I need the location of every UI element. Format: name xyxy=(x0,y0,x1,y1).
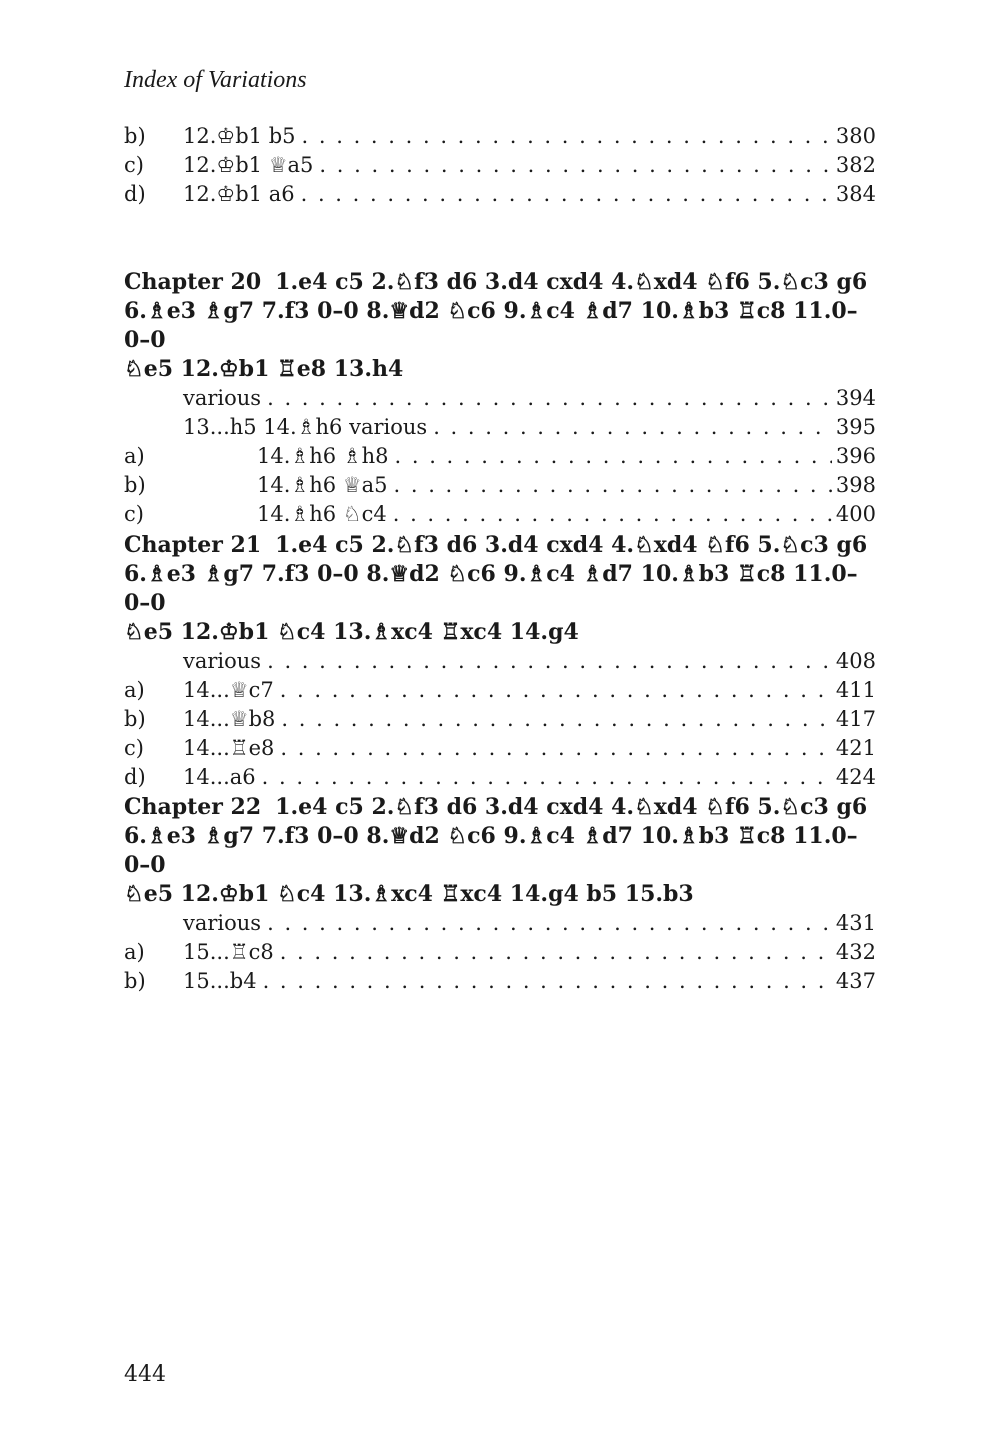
chapter-heading xyxy=(124,268,876,384)
chapter-21-section xyxy=(124,531,876,792)
variation-entry xyxy=(124,676,876,705)
chapter-moves: 1.e4 c5 2.♘f3 d6 3.d4 cxd4 4.♘xd4 ♘f6 5.♘c3 g6 xyxy=(275,532,868,558)
variation-move: various xyxy=(183,386,262,410)
chapter-moves: 1.e4 c5 2.♘f3 d6 3.d4 cxd4 4.♘xd4 ♘f6 5.♘c3 g6 xyxy=(275,794,868,820)
variation-letter: b) xyxy=(124,473,146,497)
leader-dots xyxy=(262,763,832,792)
page-reference: 400 xyxy=(835,502,876,526)
page-reference: 417 xyxy=(835,707,876,731)
variation-move: 14...a6 xyxy=(183,765,256,789)
page-reference: 411 xyxy=(835,678,876,702)
leader-dots xyxy=(433,413,832,442)
variation-entry xyxy=(124,967,876,996)
chapter-heading xyxy=(124,531,876,647)
leader-dots xyxy=(267,384,832,413)
variation-entry xyxy=(124,647,876,676)
variation-letter: a) xyxy=(124,940,145,964)
page-reference: 395 xyxy=(835,415,876,439)
leader-dots xyxy=(394,471,832,500)
page-reference: 384 xyxy=(835,182,876,206)
variation-move: 15...b4 xyxy=(183,969,257,993)
page-reference: 421 xyxy=(835,736,876,760)
variation-entry xyxy=(124,734,876,763)
variation-letter: d) xyxy=(124,182,146,206)
chapter-20-section xyxy=(124,268,876,529)
leader-dots xyxy=(302,122,832,151)
page-reference: 396 xyxy=(835,444,876,468)
running-header: Index of Variations xyxy=(124,67,307,93)
variation-move: 14.♗h6 ♗h8 xyxy=(257,444,389,468)
variation-move: 15...♖c8 xyxy=(183,940,274,964)
variation-move: 14.♗h6 ♘c4 xyxy=(257,502,387,526)
page-reference: 431 xyxy=(835,911,876,935)
variation-move: 12.♔b1 a6 xyxy=(183,182,295,206)
variation-entry xyxy=(124,909,876,938)
leader-dots xyxy=(281,705,832,734)
variation-entry xyxy=(124,442,876,471)
page-number: 444 xyxy=(124,1362,166,1387)
chapter-heading-line xyxy=(124,531,876,560)
page-reference: 408 xyxy=(835,649,876,673)
variation-entry xyxy=(124,384,876,413)
chapter-label: Chapter 22 xyxy=(124,794,262,820)
chapter-heading-line xyxy=(124,268,876,297)
chapter-heading-line: ♘e5 12.♔b1 ♖e8 13.h4 xyxy=(124,356,404,382)
chapter-heading-line: ♘e5 12.♔b1 ♘c4 13.♗xc4 ♖xc4 14.g4 b5 15.b3 xyxy=(124,881,694,907)
page-reference: 380 xyxy=(835,124,876,148)
variation-entry xyxy=(124,938,876,967)
chapter-heading-line: ♘e5 12.♔b1 ♘c4 13.♗xc4 ♖xc4 14.g4 xyxy=(124,619,579,645)
chapter-heading xyxy=(124,793,876,909)
variation-letter: b) xyxy=(124,969,146,993)
variation-letter: a) xyxy=(124,678,145,702)
leader-dots xyxy=(267,909,832,938)
variation-move: 14...♕c7 xyxy=(183,678,274,702)
variation-entry xyxy=(124,413,876,442)
variation-letter: c) xyxy=(124,502,144,526)
page-reference: 382 xyxy=(835,153,876,177)
chapter-label: Chapter 21 xyxy=(124,532,262,558)
variation-move: various xyxy=(183,911,262,935)
leader-dots xyxy=(301,180,832,209)
variation-entry xyxy=(124,151,876,180)
leader-dots xyxy=(280,676,832,705)
chapter-heading-line: 6.♗e3 ♗g7 7.f3 0–0 8.♕d2 ♘c6 9.♗c4 ♗d7 10.♗b3 ♖c8 11.0–0–0 xyxy=(124,298,858,353)
chapter-heading-line xyxy=(124,793,876,822)
leader-dots xyxy=(267,647,832,676)
chapter-heading-line: 6.♗e3 ♗g7 7.f3 0–0 8.♕d2 ♘c6 9.♗c4 ♗d7 10.♗b3 ♖c8 11.0–0–0 xyxy=(124,561,858,616)
leader-dots xyxy=(280,938,832,967)
variation-letter: c) xyxy=(124,736,144,760)
leader-dots xyxy=(319,151,831,180)
variation-move: various xyxy=(183,649,262,673)
chapter-label: Chapter 20 xyxy=(124,269,262,295)
chapter-22-section xyxy=(124,793,876,996)
variation-entry xyxy=(124,471,876,500)
leader-dots xyxy=(263,967,832,996)
variation-entry xyxy=(124,122,876,151)
continued-variations xyxy=(124,122,876,209)
page-reference: 394 xyxy=(835,386,876,410)
variation-move: 12.♔b1 b5 xyxy=(183,124,296,148)
page-reference: 437 xyxy=(835,969,876,993)
variation-entry xyxy=(124,180,876,209)
page-reference: 398 xyxy=(835,473,876,497)
chapter-moves: 1.e4 c5 2.♘f3 d6 3.d4 cxd4 4.♘xd4 ♘f6 5.♘c3 g6 xyxy=(275,269,868,295)
variation-move: 14.♗h6 ♕a5 xyxy=(257,473,388,497)
variation-move: 12.♔b1 ♕a5 xyxy=(183,153,314,177)
chapter-heading-line: 6.♗e3 ♗g7 7.f3 0–0 8.♕d2 ♘c6 9.♗c4 ♗d7 10.♗b3 ♖c8 11.0–0–0 xyxy=(124,823,858,878)
variation-move: 14...♕b8 xyxy=(183,707,276,731)
variation-letter: a) xyxy=(124,444,145,468)
leader-dots xyxy=(395,442,832,471)
variation-entry xyxy=(124,500,876,529)
variation-letter: b) xyxy=(124,124,146,148)
variation-letter: d) xyxy=(124,765,146,789)
variation-entry xyxy=(124,705,876,734)
page-reference: 424 xyxy=(835,765,876,789)
variation-letter: b) xyxy=(124,707,146,731)
variation-move: 13...h5 14.♗h6 various xyxy=(183,415,428,439)
leader-dots xyxy=(280,734,832,763)
page-reference: 432 xyxy=(835,940,876,964)
variation-move: 14...♖e8 xyxy=(183,736,275,760)
variation-letter: c) xyxy=(124,153,144,177)
leader-dots xyxy=(393,500,832,529)
variation-entry xyxy=(124,763,876,792)
